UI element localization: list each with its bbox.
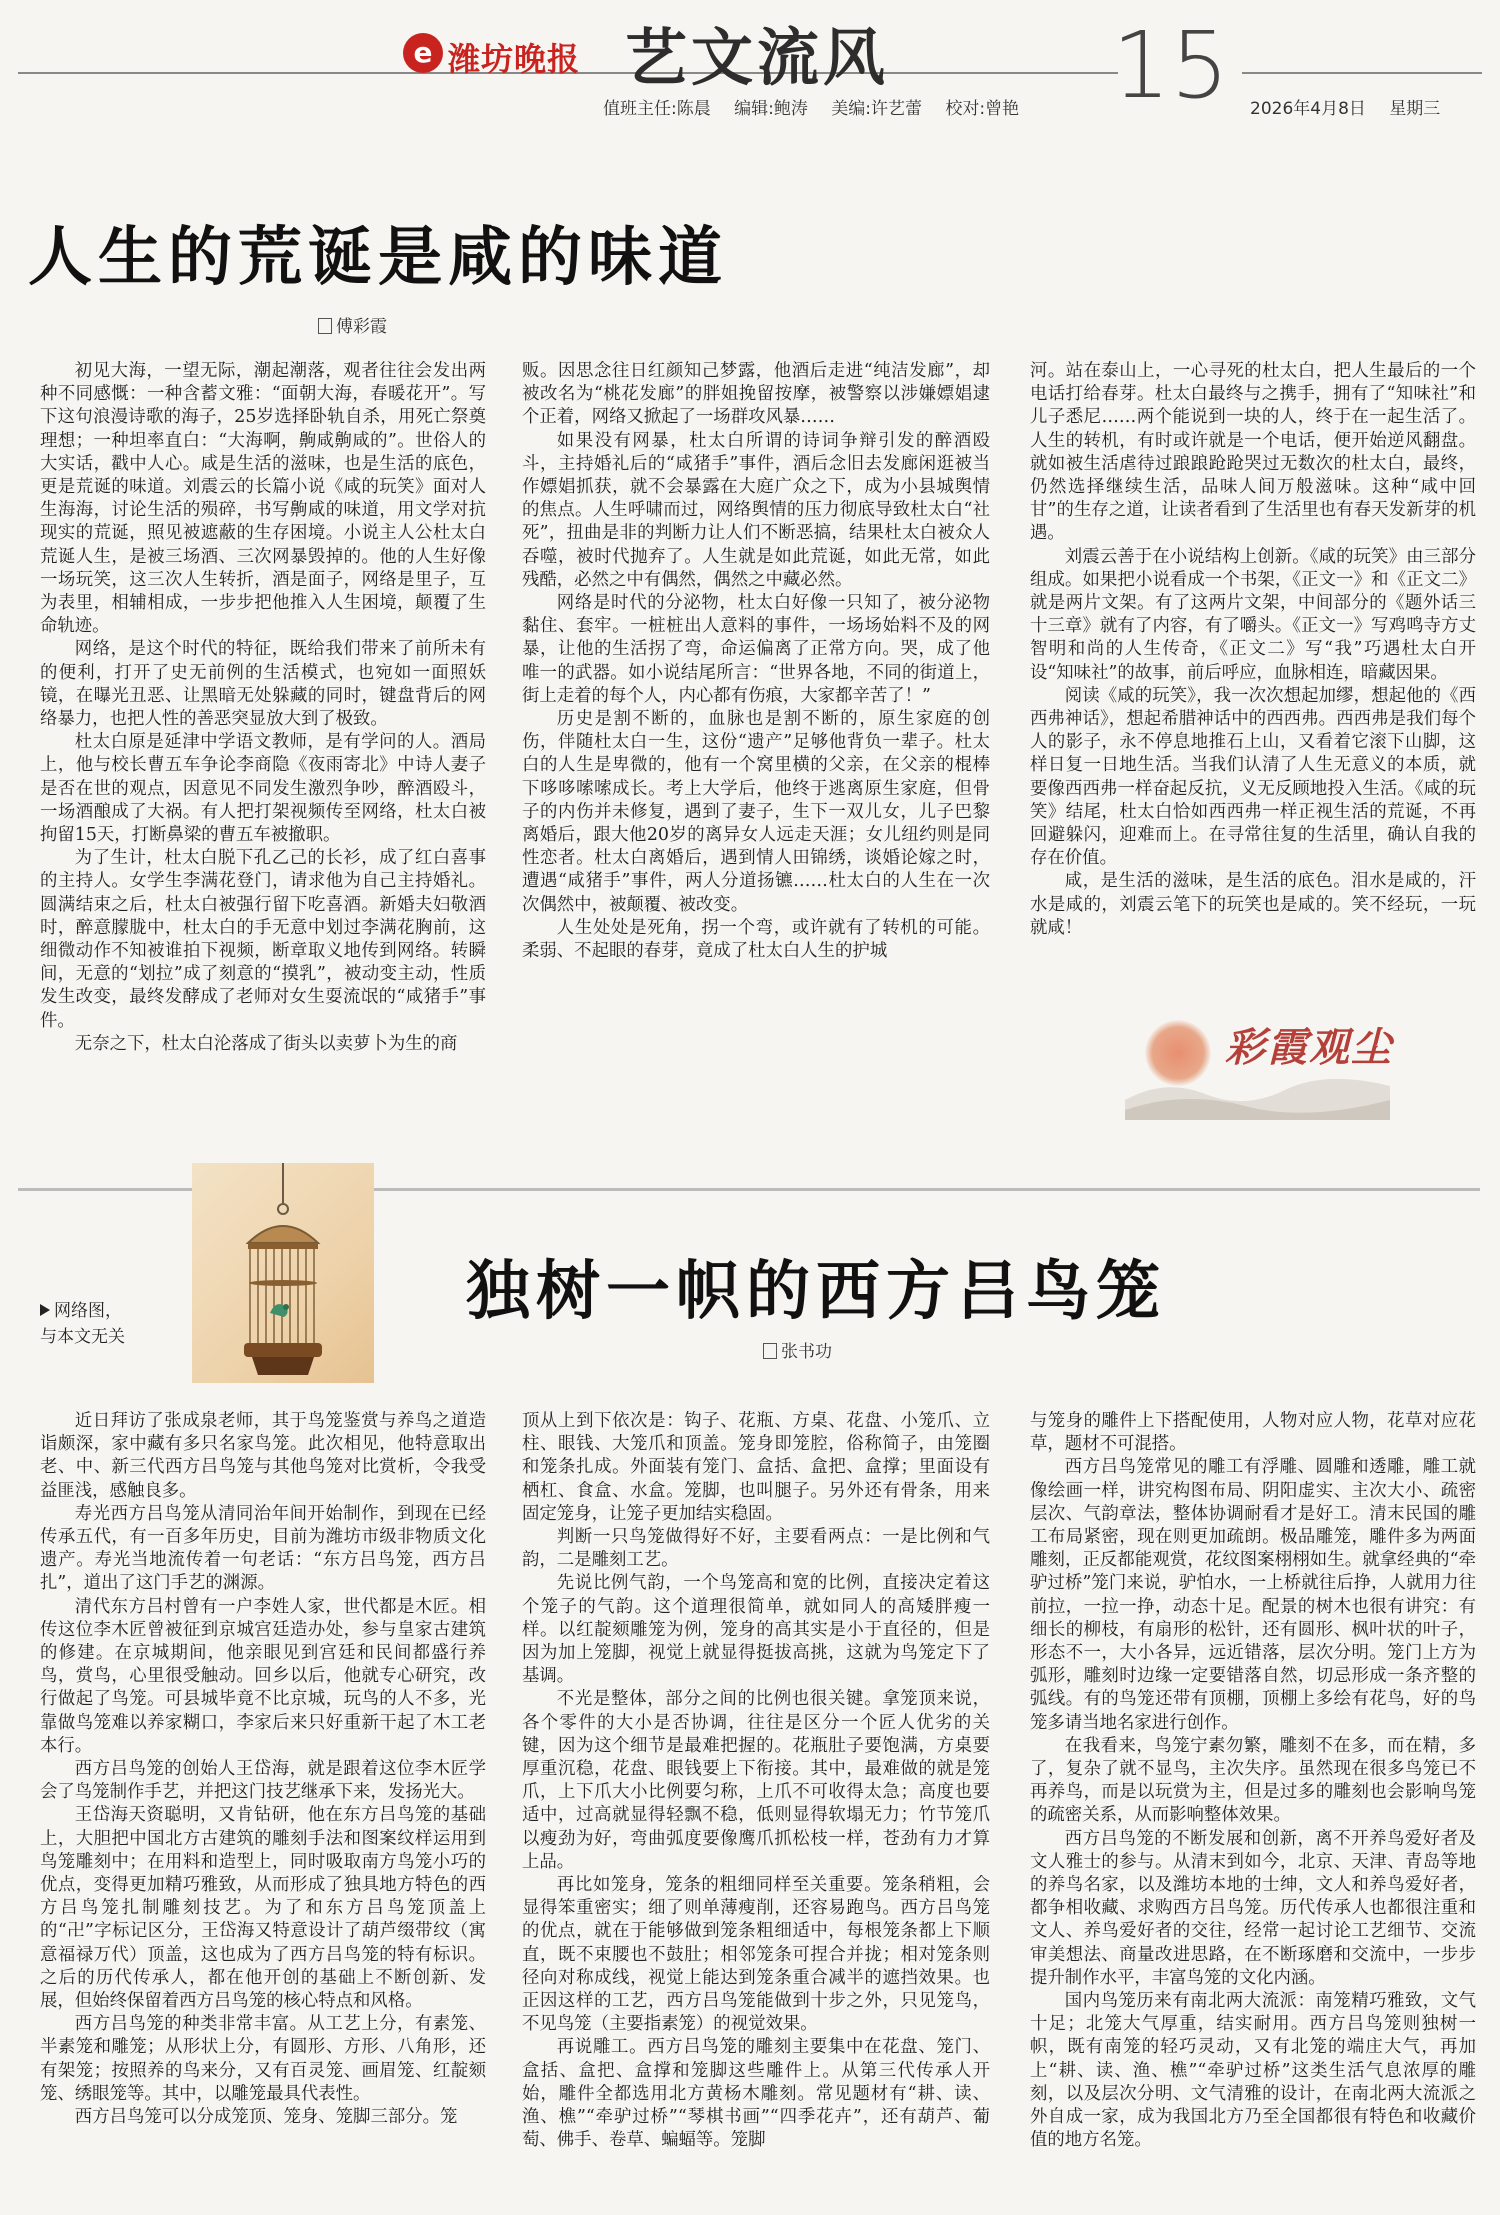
paper-name: 潍坊晚报 [448, 40, 581, 78]
paragraph: 在我看来，鸟笼宁素勿繁，雕刻不在多，而在精，多了，复杂了就不显鸟，主次失序。虽然现在很多鸟笼已不再养鸟，而是以玩赏为主，但是过多的雕刻也会影响鸟笼的疏密关系，从而影响整体效果。 [1030, 1735, 1476, 1826]
paragraph: 网络是时代的分泌物，杜太白好像一只知了，被分泌物黏住、套牢。一桩桩出人意料的事件，一场场始料不及的网暴，让他的生活拐了弯，命运偏离了正常方向。哭，成了他唯一的武器。如小说结尾所言：“世界各地，不同的街道上，街上走着的每个人，内心都有伤痕，大家都辛苦了！” [522, 593, 990, 706]
page-number: 15 [1112, 12, 1230, 119]
paragraph: 阅读《咸的玩笑》，我一次次想起加缪，想起他的《西西弗神话》，想起希腊神话中的西西弗。西西弗是我们每个人的影子，永不停息地推石上山，又看着它滚下山脚，这样日复一日地生活。当我们认清了人生无意义的本质，就要像西西弗一样奋起反抗，义无反顾地投入生活。《咸的玩笑》结尾，杜太白恰如西西弗一样正视生活的荒诞，不再回避躲闪，迎难而上。在寻常往复的生活里，确认自我的存在价值。 [1030, 685, 1476, 869]
article1-byline [318, 312, 387, 337]
article2-title: 独树一帜的西方吕鸟笼 [466, 1255, 1166, 1329]
article2-column-2 [522, 1410, 990, 2153]
birdcage-icon [192, 1163, 374, 1383]
article2-author: 张书功 [781, 1342, 832, 1362]
paragraph: 网络，是这个时代的特征，既给我们带来了前所未有的便利，打开了史无前例的生活模式，也宛如一面照妖镜，在曝光丑恶、让黑暗无处躲藏的同时，键盘背后的网络暴力，也把人性的善恶突显放大到了极致。 [40, 639, 486, 730]
paragraph: 先说比例气韵，一个鸟笼高和宽的比例，直接决定着这个笼子的气韵。这个道理很简单，就如同人的高矮胖瘦一样。以红靛颏雕笼为例，笼身的高其实是小于直径的，但是因为加上笼脚，视觉上就显得挺拔高挑，这就为鸟笼定下了基调。 [522, 1573, 990, 1687]
paragraph: 不光是整体，部分之间的比例也很关键。拿笼顶来说，各个零件的大小是否协调，往往是区分一个匠人优劣的关键，因为这个细节是最难把握的。花瓶肚子要饱满，方桌要厚重沉稳，花盘、眼钱要上下衔接。其中，最难做的就是笼爪，上下爪大小比例要匀称，上爪不可收得太急；高度也要适中，过高就显得轻飘不稳，低则显得软塌无力；竹节笼爪以瘦劲为好，弯曲弧度要像鹰爪抓松枝一样，苍劲有力才算上品。 [522, 1689, 990, 1872]
paragraph: 判断一只鸟笼做得好不好，主要看两点：一是比例和气韵，二是雕刻工艺。 [522, 1527, 990, 1571]
paragraph: 刘震云善于在小说结构上创新。《咸的玩笑》由三部分组成。如果把小说看成一个书架，《正文一》和《正文二》就是两片文架。有了这两片文架，中间部分的《题外话三十三章》就有了内容，有了嚼头。《正文一》写鸡鸣寺方丈智明和尚的人生传奇，《正文二》写“我”巧遇杜太白开设“知味社”的故事，前后呼应，血脉相连，暗藏因果。 [1030, 546, 1476, 683]
date-text: 2026年4月8日 [1250, 99, 1366, 119]
paragraph: 河。站在泰山上，一心寻死的杜太白，把人生最后的一个电话打给春芽。杜太白最终与之携手，拥有了“知味社”和儿子悉尼……两个能说到一块的人，终于在一起生活了。人生的转机，有时或许就是一个电话，便开始逆风翻盘。就如被生活虐待过踉踉跄跄哭过无数次的杜太白，最终，仍然选择继续生活，品味人间万般滋味。这种“咸中回甘”的生存之道，让读者看到了生活里也有春天发新芽的机遇。 [1030, 361, 1476, 544]
paragraph: 西方吕鸟笼的种类非常丰富。从工艺上分，有素笼、半素笼和雕笼；从形状上分，有圆形、方形、八角形，还有架笼；按照养的鸟来分，又有百灵笼、画眉笼、红靛颏笼、绣眼笼等。其中，以雕笼最具代表性。 [40, 2014, 486, 2104]
credit-editor: 编辑:鲍涛 [734, 99, 808, 119]
photo-caption-line-1: 网络图， [40, 1298, 125, 1324]
paragraph: 为了生计，杜太白脱下孔乙己的长衫，成了红白喜事的主持人。女学生李满花登门，请求他为自己主持婚礼。圆满结束之后，杜太白被强行留下吃喜酒。新婚夫妇敬酒时，醉意朦胧中，杜太白的手无意中划过李满花胸前，这细微动作不知被谁拍下视频，断章取义地传到网络。转瞬间，无意的“划拉”成了刻意的“摸乳”，被动变主动，性质发生改变，最终发酵成了老师对女生耍流氓的“咸猪手”事件。 [40, 848, 486, 1031]
credit-proofreader: 校对:曾艳 [945, 99, 1020, 119]
weekday-text: 星期三 [1389, 99, 1441, 119]
paragraph: 顶从上到下依次是：钩子、花瓶、方桌、花盘、小笼爪、立柱、眼钱、大笼爪和顶盖。笼身即笼腔，俗称简子，由笼圈和笼条扎成。外面装有笼门、盒括、盒把、盒撑；里面设有栖杠、食盒、水盒。笼脚，也叫腿子。另外还有骨条，用来固定笼身，让笼子更加结实稳固。 [522, 1411, 990, 1524]
credit-art-editor: 美编:许艺蕾 [831, 99, 923, 119]
issue-date [1250, 94, 1458, 119]
byline-box-icon [318, 318, 332, 334]
paragraph: 无奈之下，杜太白沦落成了街头以卖萝卜为生的商 [74, 1033, 458, 1054]
section-name: 艺文流风 [625, 21, 890, 94]
photo-caption-line-2: 与本文无关 [40, 1327, 125, 1347]
column-stamp [1125, 1010, 1393, 1110]
article1-author: 傅彩霞 [336, 317, 387, 337]
paragraph: 清代东方吕村曾有一户李姓人家，世代都是木匠。相传这位李木匠曾被征到京城宫廷造办处，参与皇家古建筑的修建。在京城期间，他亲眼见到宫廷和民间都盛行养鸟，赏鸟，心里很受触动。回乡以后，他就专心研究，改行做起了鸟笼。可县城毕竟不比京城，玩鸟的人不多，光靠做鸟笼难以养家糊口，李家后来只好重新干起了木工老本行。 [40, 1596, 486, 1756]
stamp-text: 彩霞观尘 [1225, 1024, 1393, 1071]
article2-byline [763, 1337, 832, 1362]
paragraph: 寿光西方吕鸟笼从清同治年间开始制作，到现在已经传承五代，有一百多年历史，目前为潍坊市级非物质文化遗产。寿光当地流传着一句老话：“东方吕鸟笼，西方吕扎”，道出了这门手艺的渊源。 [40, 1503, 486, 1594]
article1-column-3 [1030, 360, 1476, 940]
article2-column-3 [1030, 1410, 1476, 2153]
paragraph: 如果没有网暴，杜太白所谓的诗词争辩引发的醉酒殴斗，主持婚礼后的“咸猪手”事件，酒后念旧去发廊闲逛被当作嫖娼抓获，就不会暴露在大庭广众之下，成为小县城舆情的焦点。人生呼啸而过，网络舆情的压力彻底导致杜太白“社死”，扭曲是非的判断力让人们不断恶搞，结果杜太白被众人吞噬，被时代抛弃了。人生就是如此荒诞，如此无常，如此残酷，必然之中有偶然，偶然之中藏必然。 [522, 430, 990, 590]
paragraph: 与笼身的雕件上下搭配使用，人物对应人物，花草对应花草，题材不可混搭。 [1030, 1411, 1476, 1455]
paragraph: 王岱海天资聪明，又肯钻研，他在东方吕鸟笼的基础上，大胆把中国北方古建筑的雕刻手法和图案纹样运用到鸟笼雕刻中；在用料和造型上，同时吸取南方鸟笼小巧的优点，变得更加精巧雅致，从而形成了独具地方特色的西方吕鸟笼扎制雕刻技艺。为了和东方吕鸟笼顶盖上的“卍”字标记区分，王岱海又特意设计了葫芦缀带纹（寓意福禄万代）顶盖，这也成为了西方吕鸟笼的特有标识。之后的历代传承人，都在他开创的基础上不断创新、发展，但始终保留着西方吕鸟笼的核心特点和风格。 [40, 1805, 486, 2012]
article2-column-1 [40, 1410, 486, 2129]
paragraph: 咸，是生活的滋味，是生活的底色。泪水是咸的，汗水是咸的，刘震云笔下的玩笑也是咸的。笑不经玩，一玩就咸！ [1030, 871, 1476, 938]
article1-title: 人生的荒诞是咸的味道 [28, 221, 728, 295]
article1-column-2 [522, 360, 990, 963]
credit-duty-chief: 值班主任:陈晨 [603, 99, 711, 119]
paper-logo-icon: e [403, 33, 443, 73]
paragraph: 历史是割不断的，血脉也是割不断的，原生家庭的创伤，伴随杜太白一生，这份“遗产”足够他背负一辈子。杜太白的人生是卑微的，他有一个窝里横的父亲，在父亲的棍棒下哆哆嗦嗦成长。考上大学后，他终于逃离原生家庭，但骨子的内伤并未修复，遇到了妻子，生下一双儿女，儿子巴黎离婚后，跟大他20岁的离异女人远走天涯；女儿纽约则是同性恋者。杜太白离婚后，遇到情人田锦绣，谈婚论嫁之时，遭遇“咸猪手”事件，两人分道扬镳……杜太白的人生在一次次偶然中，被颠覆、被改变。 [522, 709, 990, 915]
photo-caption [40, 1298, 125, 1350]
article1-column-1 [40, 360, 486, 1056]
masthead-rule-right [1242, 72, 1482, 74]
paragraph: 杜太白原是延津中学语文教师，是有学问的人。酒局上，他与校长曹五车争论李商隐《夜雨寄北》中诗人妻子是否在世的观点，因意见不同发生激烈争吵，醉酒殴斗，一场酒酿成了大祸。有人把打架视频传至网络，杜太白被拘留15天，打断鼻梁的曹五车被撤职。 [40, 732, 486, 846]
paragraph: 西方吕鸟笼的不断发展和创新，离不开养鸟爱好者及文人雅士的参与。从清末到如今，北京、天津、青岛等地的养鸟名家，以及潍坊本地的士绅，文人和养鸟爱好者，都争相收藏、求购西方吕鸟笼。历代传承人也都很注重和文人、养鸟爱好者的交往，经常一起讨论工艺细节、交流审美想法、商量改进思路，在不断琢磨和交流中，一步步提升制作水平，丰富鸟笼的文化内涵。 [1030, 1828, 1476, 1988]
paragraph: 近日拜访了张成泉老师，其于鸟笼鉴赏与养鸟之道造诣颇深，家中藏有多只名家鸟笼。此次相见，他特意取出老、中、新三代西方吕鸟笼与其他鸟笼对比赏析，令我受益匪浅，感触良多。 [40, 1411, 486, 1501]
byline-box-icon [763, 1343, 777, 1359]
birdcage-photo [192, 1163, 374, 1383]
paragraph: 国内鸟笼历来有南北两大流派：南笼精巧雅致，文气十足；北笼大气厚重，结实耐用。西方吕鸟笼则独树一帜，既有南笼的轻巧灵动，又有北笼的端庄大气，再加上“耕、读、渔、樵”“牵驴过桥”这类生活气息浓厚的雕刻，以及层次分明、文气清雅的设计，在南北两大流派之外自成一家，成为我国北方乃至全国都很有特色和收藏价值的地方名笼。 [1030, 1991, 1476, 2151]
paragraph: 西方吕鸟笼常见的雕工有浮雕、圆雕和透雕，雕工就像绘画一样，讲究构图布局、阴阳虚实、主次大小、疏密层次、气韵章法，整体协调耐看才是好工。清末民国的雕工布局紧密，现在则更加疏朗。极品雕笼，雕件多为两面雕刻，正反都能观赏，花纹图案栩栩如生。就拿经典的“牵驴过桥”笼门来说，驴怕水，一上桥就往后挣，人就用力往前拉，一拉一挣，动态十足。配景的树木也很有讲究：有细长的柳枝，有扇形的松针，还有圆形、枫叶状的叶子，形态不一，大小各异，远近错落，层次分明。笼门上方为弧形，雕刻时边缘一定要错落自然，切忌形成一条齐整的弧线。有的鸟笼还带有顶棚，顶棚上多绘有花鸟，好的鸟笼多请当地名家进行创作。 [1030, 1457, 1476, 1733]
paragraph: 人生处处是死角，拐一个弯，或许就有了转机的可能。柔弱、不起眼的春芽，竟成了杜太白人生的护城 [522, 917, 990, 962]
editor-credits [603, 94, 1037, 119]
paragraph: 西方吕鸟笼的创始人王岱海，就是跟着这位李木匠学会了鸟笼制作手艺，并把这门技艺继承下来，发扬光大。 [40, 1759, 486, 1803]
paragraph: 再说雕工。西方吕鸟笼的雕刻主要集中在花盘、笼门、盒括、盒把、盒撑和笼脚这些雕件上。从第三代传承人开始，雕件全都选用北方黄杨木雕刻。常见题材有“耕、读、渔、樵”“牵驴过桥”“琴棋书画”“四季花卉”，还有葫芦、葡萄、佛手、卷草、蝙蝠等。笼脚 [522, 2037, 990, 2151]
paragraph: 贩。因思念往日红颜知己梦露，他酒后走进“纯洁发廊”，却被改名为“桃花发廊”的胖姐挽留按摩，被警察以涉嫌嫖娼逮个正着，网络又掀起了一场群攻风暴…… [522, 361, 990, 428]
paragraph: 西方吕鸟笼可以分成笼顶、笼身、笼脚三部分。笼 [74, 2107, 458, 2128]
paragraph: 初见大海，一望无际，潮起潮落，观者往往会发出两种不同感慨：一种含蓄文雅：“面朝大海，春暖花开”。写下这句浪漫诗歌的海子，25岁选择卧轨自杀，用死亡祭奠理想；一种坦率直白：“大海啊，齁咸齁咸的”。世俗人的大实话，戳中人心。咸是生活的滋味，也是生活的底色，更是荒诞的味道。刘震云的长篇小说《咸的玩笑》面对人生海海，讨论生活的殒碎，书写齁咸的味道，用文学对抗现实的荒诞，照见被遮蔽的生存困境。小说主人公杜太白荒诞人生，是被三场酒、三次网暴毁掉的。他的人生好像一场玩笑，这三次人生转折，酒是面子，网络是里子，互为表里，相辅相成，一步步把他推入人生困境，颠覆了生命轨迹。 [40, 361, 486, 637]
paragraph: 再比如笼身，笼条的粗细同样至关重要。笼条稍粗，会显得笨重密实；细了则单薄瘦削，还容易跑鸟。西方吕鸟笼的优点，就在于能够做到笼条粗细适中，每根笼条都上下顺直，既不束腰也不鼓肚；相邻笼条可捏合并拢；相对笼条则径向对称成线，视觉上能达到笼条重合减半的遮挡效果。也正因这样的工艺，西方吕鸟笼能做到十步之外，只见笼鸟，不见鸟笼（主要指素笼）的视觉效果。 [522, 1875, 990, 2035]
triangle-right-icon [40, 1304, 50, 1316]
